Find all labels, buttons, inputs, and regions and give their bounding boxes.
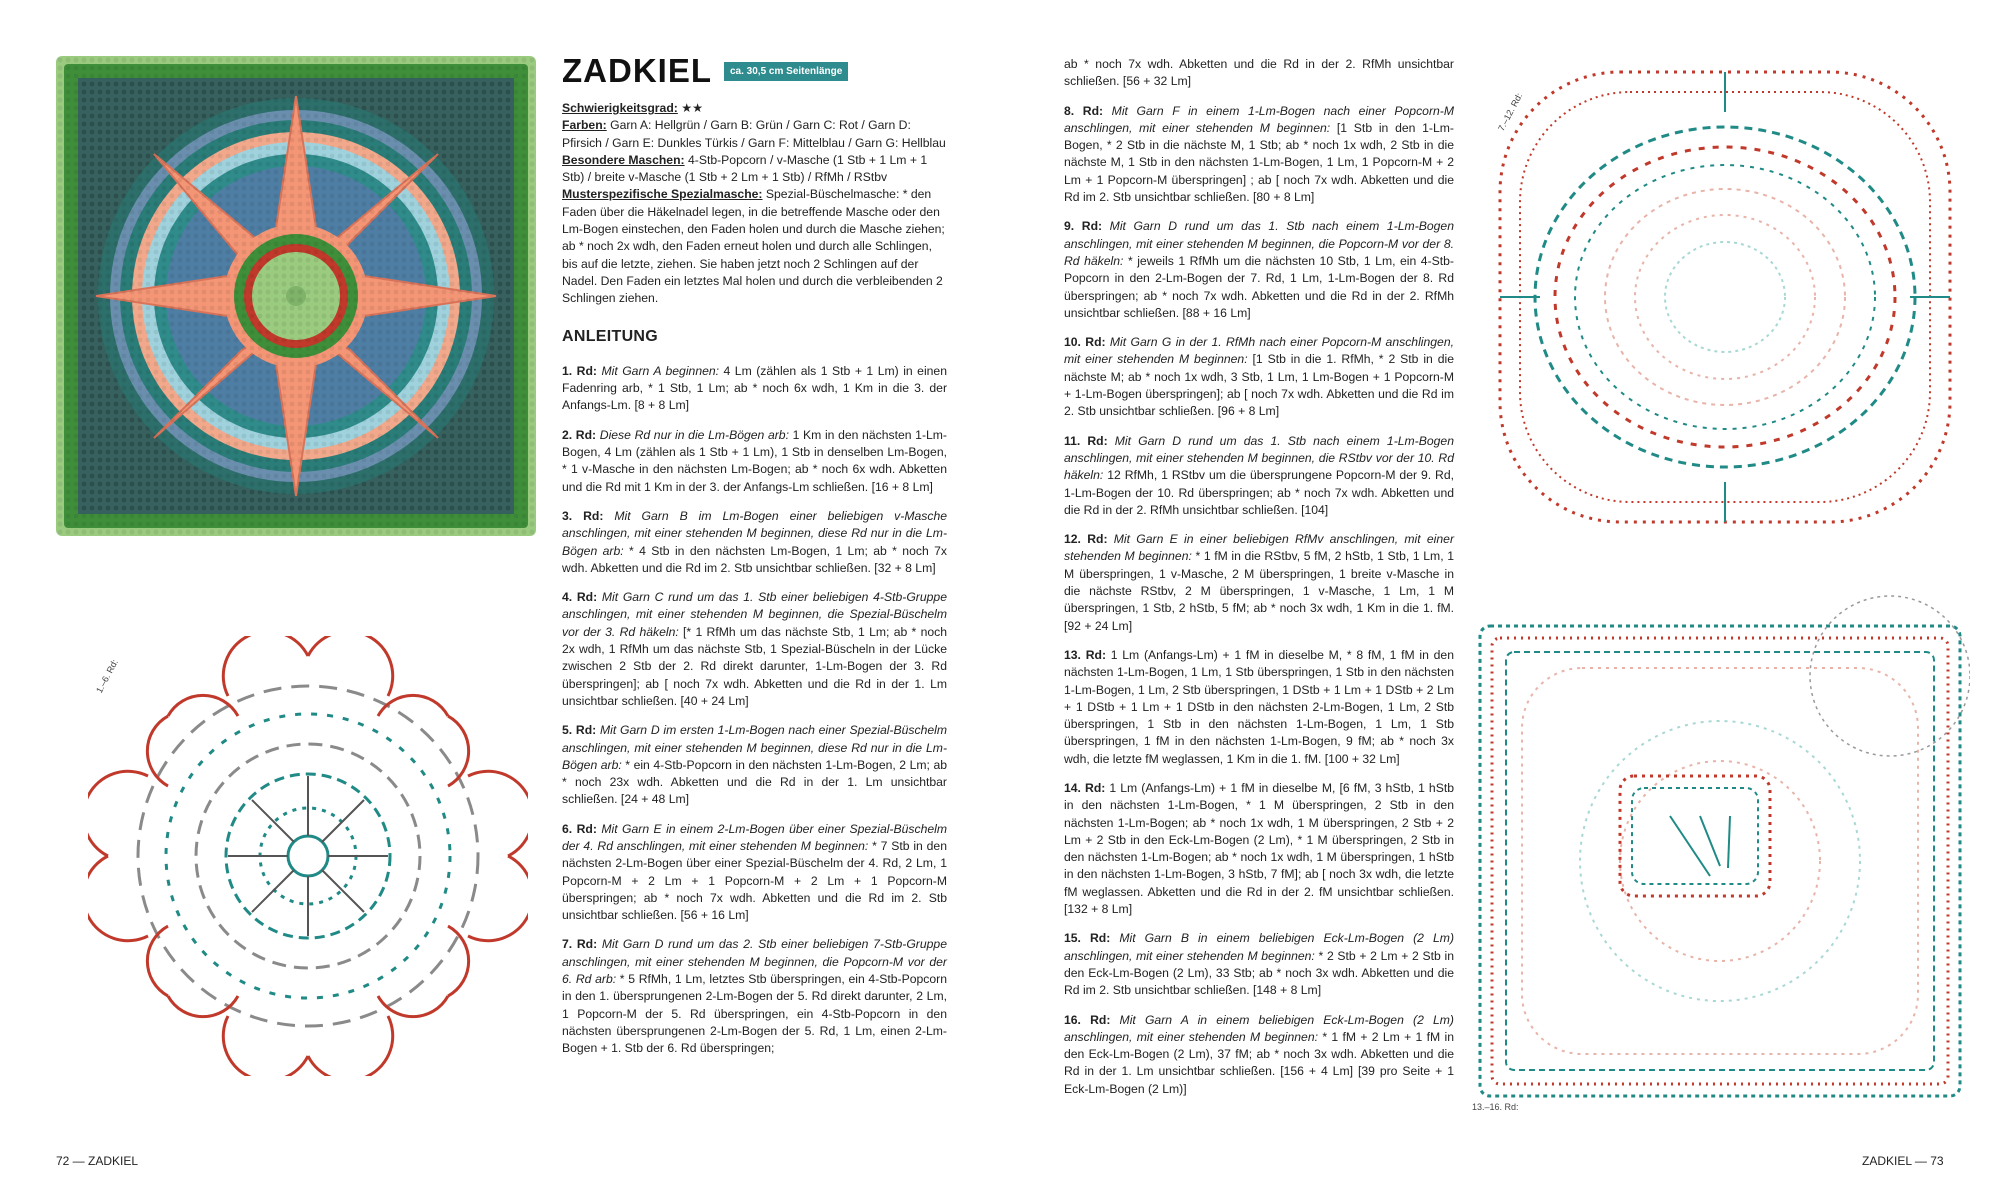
- crochet-square-photo: [56, 56, 536, 536]
- section-heading-anleitung: ANLEITUNG: [562, 327, 659, 345]
- chart-label-rounds-1-6: 1.–6. Rd:: [94, 657, 120, 695]
- star-icon: ★★: [681, 101, 704, 115]
- round-11: 11. Rd: Mit Garn D rund um das 1. Stb nach einem 1-Lm-Bogen anschlingen, mit einer stehenden M beginnen, die RStbv vor der 10. Rd häkeln: 12 RfMh, 1 RStbv um die übersprungene Popcorn-M der 9. Rd, 1-Lm-Bogen der 10. Rd überspringen; ab * noch 7x wdh. Abketten und die Rd in der 2. RfMh unsichtbar schließen. [104]: [1064, 433, 1454, 517]
- round-3: 3. Rd: Mit Garn B im Lm-Bogen einer beliebigen v-Masche anschlingen, mit einer stehenden M beginnen, diese Rd nur in die Lm-Bögen arb: * 4 Stb in den nächsten Lm-Bogen, 1 Lm; ab * noch 7x wdh. Abketten und die Rd im 2. Stb unsichtbar schließen. [32 + 8 Lm]: [562, 508, 947, 575]
- title-row: [562, 52, 848, 90]
- round-7: 7. Rd: Mit Garn D rund um das 2. Stb einer beliebigen 7-Stb-Gruppe anschlingen, mit einer stehenden M beginnen, die Popcorn-M vor der 6. Rd arb: * 5 RfMh, 1 Lm, letztes Stb überspringen, ein 4-Stb-Popcorn in den 1. übersprungenen 2-Lm-Bogen der 5. Rd direkt darunter, 2 Lm, 1 Popcorn-M der 5. Rd überspringen, ein 4-Stb-Popcorn in den nächsten übersprungenen 2-Lm-Bogen der 5. Rd, 1 Lm, einen 2-Lm-Bogen + 1. Stb der 6. Rd überspringen;: [562, 937, 947, 1056]
- size-badge: ca. 30,5 cm Seitenlänge: [724, 62, 848, 81]
- round-2: 2. Rd: Diese Rd nur in die Lm-Bögen arb: 1 Km in den nächsten 1-Lm-Bogen, 4 Lm (zählen als 1 Stb + 1 Lm), 1 Stb in denselben Lm-Bogen, * 1 v-Masche in den nächsten Lm-Bogen; ab * noch 6x wdh. Abketten und die Rd mit 1 Km in der 3. der Anfangs-Lm schließen. [16 + 8 Lm]: [562, 427, 947, 494]
- page-number-left: 72 — ZADKIEL: [56, 1154, 139, 1168]
- round-14: 14. Rd: 1 Lm (Anfangs-Lm) + 1 fM in dieselbe M, [6 fM, 3 hStb, 1 hStb in den nächsten 1-Lm-Bogen, * 1 M überspringen, 2 Stb in den nächsten 1-Lm-Bogen; ab * noch 1x wdh, 1 M überspringen, 2 Stb + 2 Lm + 2 Stb in den Eck-Lm-Bogen (2 Lm), * 1 M überspringen, 2 Stb in den nächsten 1-Lm-Bogen; ab * noch 1x wdh, 1 M überspringen, 1 hStb in den nächsten 1-Lm-Bogen, 3 hStb, 7 fM]; ab [ noch 3x wdh, die letzte fM weglassen. Abketten und die Rd in der 2. fM unsichtbar schließen. [132 + 8 Lm]: [1064, 780, 1454, 917]
- chart-label-rounds-13-16: 13.–16. Rd:: [1472, 1102, 1519, 1112]
- round-12: 12. Rd: Mit Garn E in einer beliebigen RfMv anschlingen, mit einer stehenden M beginnen: * 1 fM in die RStbv, 5 fM, 2 hStb, 1 Stb, 1 Lm, 1 M überspringen, 1 v-Masche, 2 M überspringen, 1 breite v-Masche in die nächste RStbv, 2 M überspringen, 1 v-Masche, 1 Lm, 1 M überspringen, 1 Stb, 2 hStb, 5 fM; ab * noch 3x wdh, 1 Km in die 1. fM. [92 + 24 Lm]: [1064, 532, 1454, 633]
- meta-special-stitches: Besondere Maschen: 4-Stb-Popcorn / v-Masche (1 Stb + 1 Lm + 1 Stb) / breite v-Masche (1 Stb + 2 Lm + 1 Stb) / RfMh / RStbv: [562, 152, 928, 185]
- meta-colors: Farben: Garn A: Hellgrün / Garn B: Grün / Garn C: Rot / Garn D: Pfirsich / Garn E: Dunkles Türkis / Garn F: Mittelblau / Garn G: Hellblau: [562, 118, 946, 150]
- round-4: 4. Rd: Mit Garn C rund um das 1. Stb einer beliebigen 4-Stb-Gruppe anschlingen, mit einer stehenden M beginnen, die Spezial-Büschelm vor der 3. Rd häkeln: [* 1 RfMh um das nächste Stb, 1 Lm; ab * noch 2x wdh, 1 RfMh um das nächste Stb, 1 Spezial-Büscheln in der Lücke zwischen 2 Stb der 2. Rd direkt darunter, 1-Lm-Bogen der 3. Rd überspringen]; ab [ noch 7x wdh. Abketten und die Rd in der 1. Lm unsichtbar schließen. [40 + 24 Lm]: [562, 590, 947, 708]
- round-9: 9. Rd: Mit Garn D rund um das 1. Stb nach einem 1-Lm-Bogen anschlingen, mit einer stehenden M beginnen, die Popcorn-M vor der 8. Rd häkeln: * jeweils 1 RfMh um die nächsten 10 Stb, 1 Lm, ein 4-Stb-Popcorn in den 2-Lm-Bogen der 7. Rd, 1 Lm, 1-Lm-Bogen der 8. Rd überspringen; ab * noch 7x wdh. Abketten und die Rd in der 2. RfMh unsichtbar schließen. [88 + 16 Lm]: [1064, 219, 1454, 320]
- round-7-continued: ab * noch 7x wdh. Abketten und die Rd in der 2. RfMh unsichtbar schließen. [56 + 32 Lm]: [1064, 57, 1454, 89]
- round-8: 8. Rd: Mit Garn F in einem 1-Lm-Bogen nach einer Popcorn-M anschlingen, mit einer stehenden M beginnen: [1 Stb in den 1-Lm-Bogen, * 2 Stb in die nächste M, 1 Stb; ab * noch 1x wdh, 2 Stb in die nächste M, 1 Stb in den nächsten 1-Lm-Bogen, 1 Lm, 1 Popcorn-M + 2 Lm + 1 Popcorn-M überspringen] ; ab [ noch 7x wdh. Abketten und die Rd im 2. Stb unsichtbar schließen. [80 + 8 Lm]: [1064, 103, 1454, 205]
- round-1: 1. Rd: Mit Garn A beginnen: 4 Lm (zählen als 1 Stb + 1 Lm) in einen Fadenring arb, * 1 Stb, 1 Lm; ab * noch 6x wdh, 1 Km in die 3. der Anfangs-Lm. [8 + 8 Lm]: [562, 363, 947, 413]
- round-5: 5. Rd: Mit Garn D im ersten 1-Lm-Bogen nach einer Spezial-Büschelm anschlingen, mit einer stehenden M beginnen, diese Rd nur in die Lm-Bögen arb: * ein 4-Stb-Popcorn in den nächsten 1-Lm-Bogen, 2 Lm; ab * noch 23x wdh. Abketten und die Rd in der 1. Lm unsichtbar schließen. [24 + 48 Lm]: [562, 723, 947, 807]
- round-16: 16. Rd: Mit Garn A in einem beliebigen Eck-Lm-Bogen (2 Lm) anschlingen, mit einer stehenden M beginnen: * 1 fM + 2 Lm + 1 fM in den Eck-Lm-Bogen (2 Lm), 37 fM; ab * noch 3x wdh. Abketten und die Rd in der 1. Lm unsichtbar schließen. [156 + 4 Lm] [39 pro Seite + 1 Eck-Lm-Bogen (2 Lm)]: [1064, 1012, 1454, 1096]
- round-15: 15. Rd: Mit Garn B in einem beliebigen Eck-Lm-Bogen (2 Lm) anschlingen, mit einer stehenden M beginnen: * 2 Stb + 2 Lm + 2 Stb in den Eck-Lm-Bogen (2 Lm), 33 Stb; ab * noch 3x wdh. Abketten und die Rd im 2. Stb unsichtbar schließen. [148 + 8 Lm]: [1064, 931, 1454, 998]
- instructions-column-right: [1064, 56, 1454, 1110]
- round-13: 13. Rd: 1 Lm (Anfangs-Lm) + 1 fM in dieselbe M, * 8 fM, 1 fM in den nächsten 1-Lm-Bogen, 1 Lm, 1 Stb überspringen, 1 Stb in den nächsten 1-Lm-Bogen, 1 Lm, 2 Stb überspringen, 1 DStb + 1 Lm + 1 DStb + 2 Lm + 1 DStb + 1 Lm + 1 DStb in den nächsten 2-Lm-Bogen, 1 Lm, 2 Stb überspringen, 1 Stb in den nächsten 1-Lm-Bogen, 1 Lm, 1 Stb überspringen, 1 fM in den nächsten 1-Lm-Bogen, 9 fM; ab * noch 3x wdh, die letzte fM weglassen, 1 Km in die 1. fM. [100 + 32 Lm]: [1064, 647, 1454, 766]
- chart-label-rounds-7-12: 7.–12. Rd:: [1496, 91, 1525, 133]
- meta-pattern-stitch: Musterspezifische Spezialmasche: Spezial-Büschelmasche: * den Faden über die Häkelnadel legen, in die betreffende Masche oder den Lm-Bogen einstechen, den Faden holen und durch die Masche ziehen; ab * noch 2x wdh, den Faden erneut holen und durch alle Schlingen, bis auf die letzte, ziehen. Sie haben jetzt noch 2 Schlingen auf der Nadel. Den Faden ein letztes Mal holen und durch die verbleibenden 2 Schlingen ziehen.: [562, 187, 945, 306]
- instructions-column-left: [562, 100, 947, 1070]
- round-10: 10. Rd: Mit Garn G in der 1. RfMh nach einer Popcorn-M anschlingen, mit einer stehenden M beginnen: [1 Stb in die 1. RfMh, * 2 Stb in die nächste M; ab * noch 1x wdh, 3 Stb, 1 Lm, 1 Lm-Bogen + 1 Popcorn-M + 1-Lm-Bogen überspringen]; ab [ noch 7x wdh. Abketten und die Rd im 2. Stb unsichtbar schließen. [96 + 8 Lm]: [1064, 335, 1454, 419]
- crochet-chart-rounds-1-6: [88, 636, 528, 1076]
- crochet-chart-rounds-7-12: [1480, 52, 1970, 542]
- page-title: ZADKIEL: [562, 52, 712, 89]
- crochet-chart-rounds-13-16: [1470, 586, 1970, 1106]
- page-number-right: ZADKIEL — 73: [1862, 1154, 1944, 1168]
- meta-difficulty: Schwierigkeitsgrad: ★★: [562, 101, 704, 115]
- round-6: 6. Rd: Mit Garn E in einem 2-Lm-Bogen über einer Spezial-Büschelm der 4. Rd anschlingen, mit einer stehenden M beginnen: * 7 Stb in den nächsten 2-Lm-Bogen über einer Spezial-Büschelm der 4. Rd, 2 Lm, 1 Popcorn-M + 2 Lm + 1 Popcorn-M + 2 Lm + 1 Popcorn-M überspringen; ab * noch 7x wdh. Abketten und die Rd im 2. Stb unsichtbar schließen. [56 + 16 Lm]: [562, 821, 947, 923]
- meta-block: [562, 100, 947, 308]
